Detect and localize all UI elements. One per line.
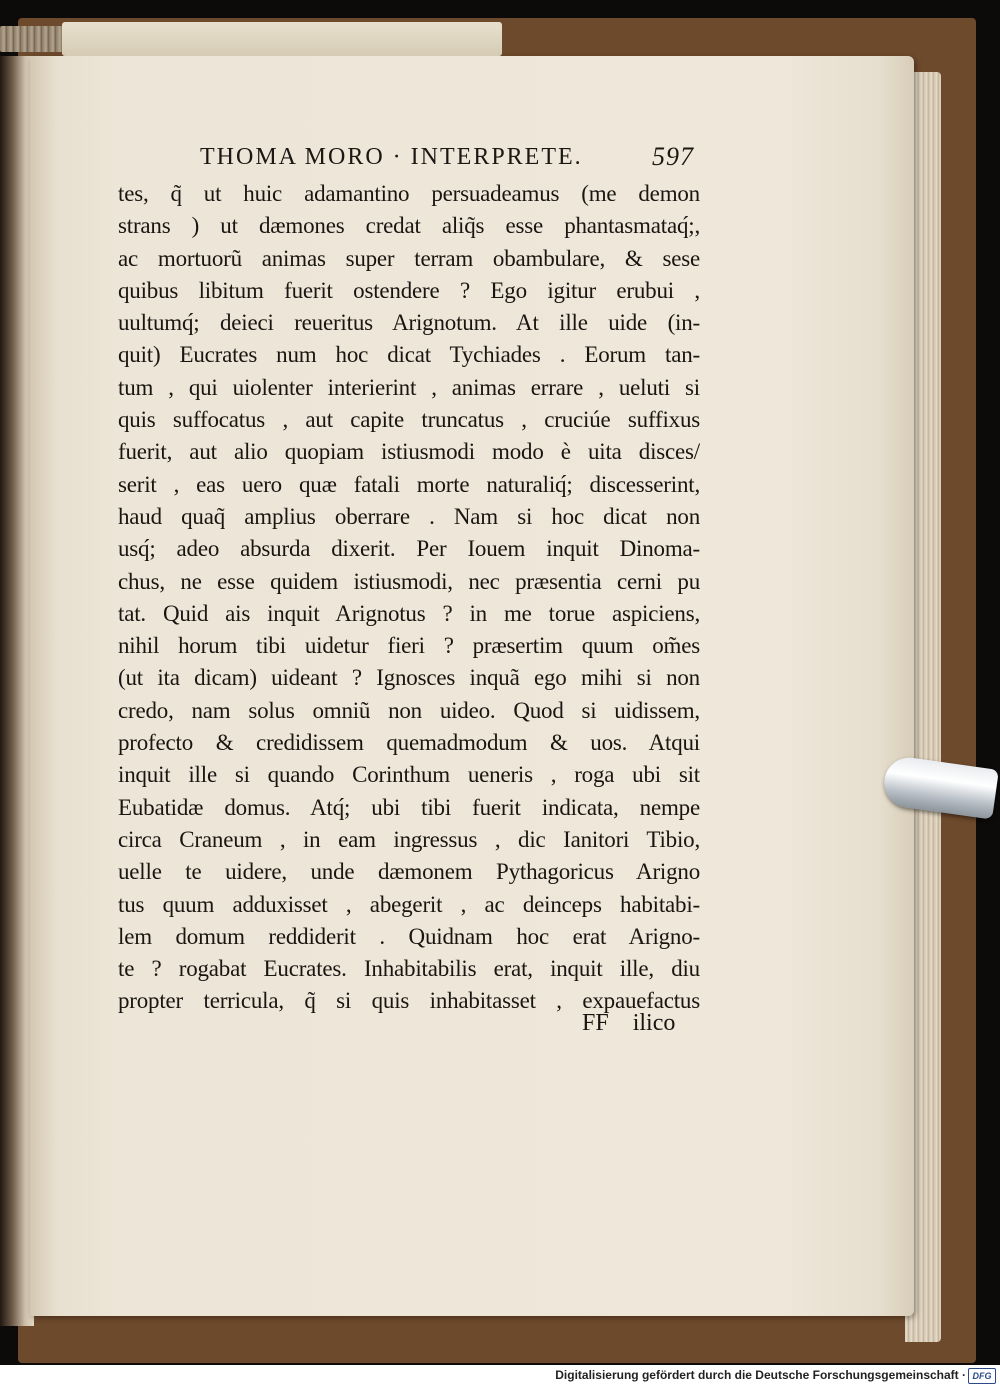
paper-tape bbox=[62, 22, 502, 56]
left-page-edge bbox=[0, 56, 34, 1326]
text-line: tus quum adduxisset , abegerit , ac deinceps habitabi- bbox=[118, 891, 700, 917]
text-line: fuerit, aut alio quopiam istiusmodi modo è uita disces/ bbox=[118, 439, 700, 465]
running-head: THOMA MORO · INTERPRETE. bbox=[200, 144, 583, 170]
text-line: ac mortuorũ animas super terram obambulare, & sese bbox=[118, 245, 700, 271]
text-line: usq́; adeo absurda dixerit. Per Iouem inquit Dinoma- bbox=[118, 536, 700, 562]
spine-cord bbox=[0, 26, 64, 52]
text-line: Eubatidæ domus. Atq́; ubi tibi fuerit indicata, nempe bbox=[118, 794, 700, 820]
text-line: quibus libitum fuerit ostendere ? Ego igitur erubui , bbox=[118, 277, 700, 303]
text-line: nihil horum tibi uidetur fieri ? præsertim quum om̃es bbox=[118, 633, 700, 659]
text-line: haud quaq̃ amplius oberrare . Nam si hoc dicat non bbox=[118, 503, 700, 529]
text-line: profecto & credidissem quemadmodum & uos. Atqui bbox=[118, 730, 700, 756]
text-line: tat. Quid ais inquit Arignotus ? in me torue aspiciens, bbox=[118, 600, 700, 626]
text-line: quis suffocatus , aut capite truncatus , cruciúe suffixus bbox=[118, 407, 700, 433]
text-line: chus, ne esse quidem istiusmodi, nec præsentia cerni pu bbox=[118, 568, 700, 594]
text-line: serit , eas uero quæ fatali morte naturaliq́; discesserint, bbox=[118, 471, 700, 497]
text-line: strans ) ut dæmones credat aliq̃s esse phantasmataq́;, bbox=[118, 213, 700, 239]
footer-credit: Digitalisierung gefördert durch die Deutsche Forschungsgemeinschaft · bbox=[555, 1368, 966, 1382]
text-line: propter terricula, q̃ si quis inhabitasset , expauefactus bbox=[118, 988, 700, 1014]
text-line: uultumq́; deieci reueritus Arignotum. At ille uide (in- bbox=[118, 310, 700, 336]
text-line: inquit ille si quando Corinthum ueneris , roga ubi sit bbox=[118, 762, 700, 788]
catchword-line bbox=[582, 1010, 675, 1037]
text-line: tum , qui uiolenter interierint , animas errare , ueluti si bbox=[118, 374, 700, 400]
text-line: lem domum reddiderit . Quidnam hoc erat Arigno- bbox=[118, 923, 700, 949]
text-line: (ut ita dicam) uideant ? Ignosces inquã ego mihi si non bbox=[118, 665, 700, 691]
dfg-logo: DFG bbox=[968, 1368, 996, 1384]
text-line: te ? rogabat Eucrates. Inhabitabilis erat, inquit ille, diu bbox=[118, 956, 700, 982]
text-line: circa Craneum , in eam ingressus , dic Ianitori Tibio, bbox=[118, 826, 700, 852]
footer-bar bbox=[0, 1365, 1000, 1387]
catchword: ilico bbox=[632, 1010, 676, 1036]
signature-mark: FF bbox=[582, 1010, 609, 1036]
text-line: quit) Eucrates num hoc dicat Tychiades . Eorum tan- bbox=[118, 342, 700, 368]
body-text bbox=[118, 178, 700, 1018]
text-line: uelle te uidere, unde dæmonem Pythagoricus Arigno bbox=[118, 859, 700, 885]
page-number: 597 bbox=[652, 142, 694, 171]
text-line: tes, q̃ ut huic adamantino persuadeamus (me demon bbox=[118, 181, 700, 206]
text-line: credo, nam solus omniũ non uideo. Quod si uidissem, bbox=[118, 697, 700, 723]
